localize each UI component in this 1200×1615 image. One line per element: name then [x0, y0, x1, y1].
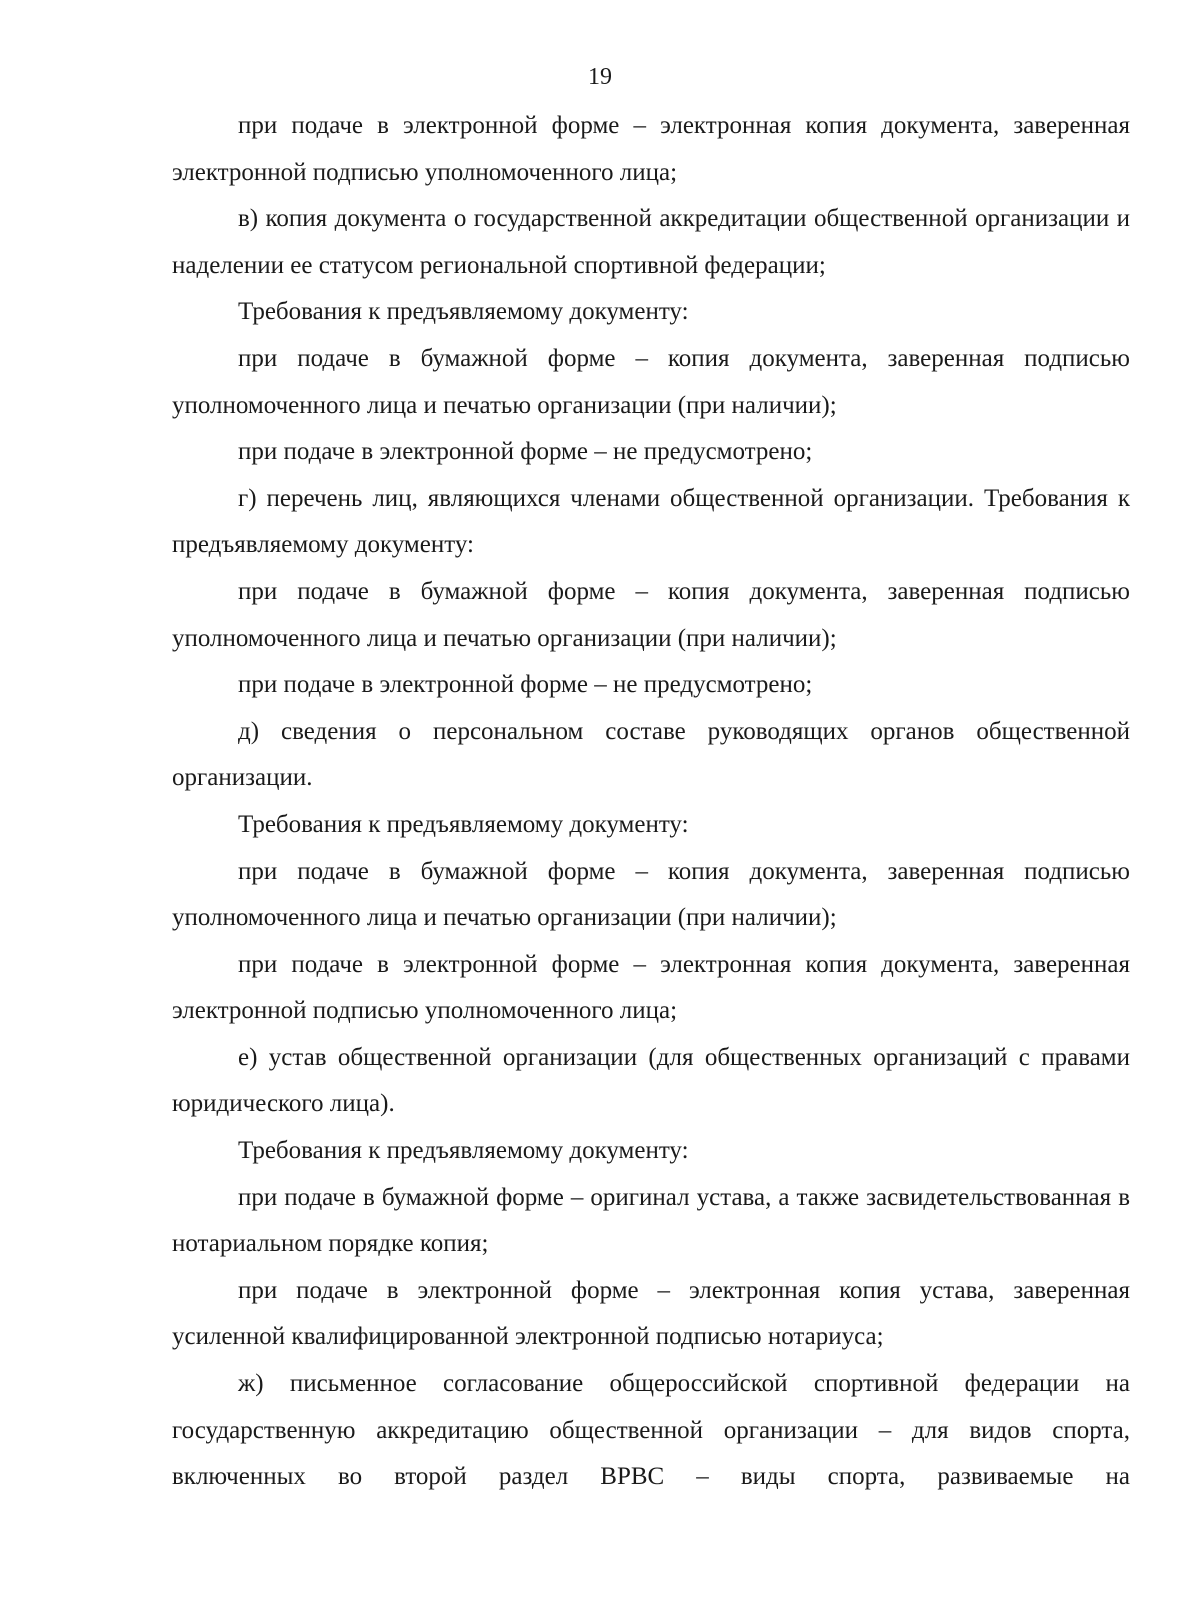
paragraph: при подаче в электронной форме – электронная копия документа, заверенная электронной подписью уполномоченного лица;	[172, 950, 1130, 1025]
paragraph: при подаче в электронной форме – не предусмотрено;	[238, 671, 813, 699]
paragraph: при подаче в электронной форме – электронная копия устава, заверенная усиленной квалифицированной электронной подписью нотариуса;	[172, 1276, 1130, 1351]
page-number: 19	[588, 64, 612, 90]
paragraph: при подаче в бумажной форме – копия документа, заверенная подписью уполномоченного лица и печатью организации (при наличии);	[172, 857, 1130, 932]
document-body	[172, 103, 1130, 1501]
paragraph: е) устав общественной организации (для общественных организаций с правами юридического лица).	[172, 1043, 1130, 1118]
paragraph: при подаче в электронной форме – не предусмотрено;	[238, 438, 813, 466]
paragraph: Требования к предъявляемому документу:	[238, 1137, 689, 1165]
paragraph: Требования к предъявляемому документу:	[238, 298, 689, 326]
paragraph: в) копия документа о государственной аккредитации общественной организации и наделении ее статусом региональной спортивной федерации;	[172, 205, 1130, 279]
paragraph: при подаче в бумажной форме – копия документа, заверенная подписью уполномоченного лица и печатью организации (при наличии);	[172, 577, 1130, 652]
paragraph: г) перечень лиц, являющихся членами общественной организации. Требования к предъявляемому документу:	[172, 484, 1130, 559]
paragraph: ж) письменное согласование общероссийской спортивной федерации на государственную аккредитацию общественной организации – для видов спорта, включенных во второй раздел ВРВС – виды спорта, развиваемые на	[172, 1370, 1130, 1491]
paragraph: при подаче в бумажной форме – оригинал устава, а также засвидетельствованная в нотариальном порядке копия;	[172, 1183, 1130, 1258]
paragraph: д) сведения о персональном составе руководящих органов общественной организации.	[172, 717, 1130, 792]
paragraph: Требования к предъявляемому документу:	[238, 810, 689, 838]
paragraph: при подаче в бумажной форме – копия документа, заверенная подписью уполномоченного лица и печатью организации (при наличии);	[172, 344, 1130, 419]
paragraph: при подаче в электронной форме – электронная копия документа, заверенная электронной подписью уполномоченного лица;	[172, 112, 1130, 186]
